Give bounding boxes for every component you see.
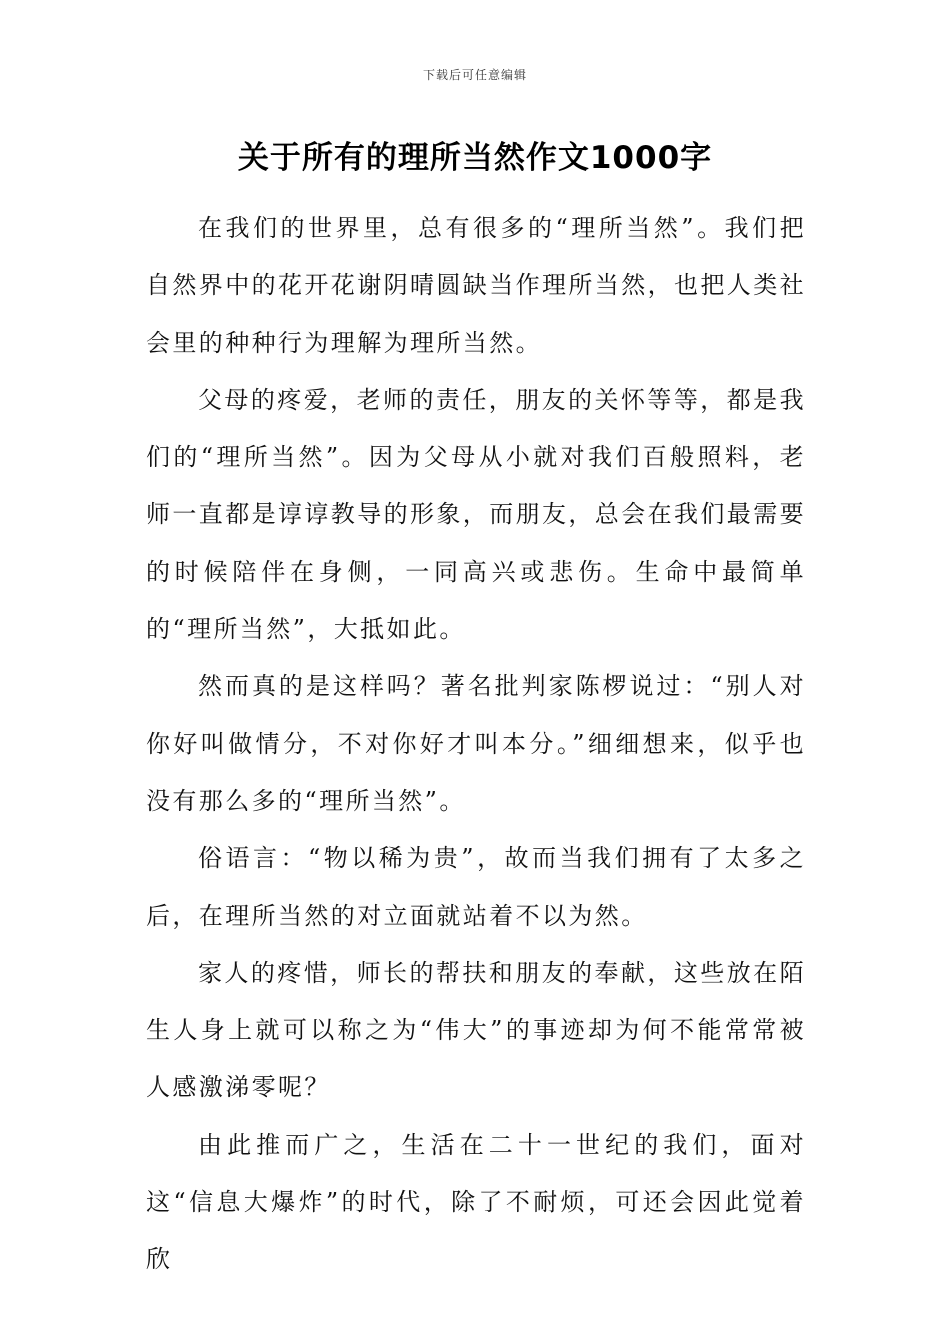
paragraph: 家人的疼惜，师长的帮扶和朋友的奉献，这些放在陌生人身上就可以称之为“伟大”的事迹却为何不能常常被人感激涕零呢？ [146, 958, 806, 1102]
document-body [146, 200, 806, 1289]
paragraph: 父母的疼爱，老师的责任，朋友的关怀等等，都是我们的“理所当然”。因为父母从小就对我们百般照料，老师一直都是谆谆教导的形象，而朋友，总会在我们最需要的时候陪伴在身侧，一同高兴或悲伤。生命中最简单的“理所当然”，大抵如此。 [146, 385, 806, 644]
header-note: 下载后可任意编辑 [422, 68, 527, 82]
paragraph: 在我们的世界里，总有很多的“理所当然”。我们把自然界中的花开花谢阴晴圆缺当作理所当然，也把人类社会里的种种行为理解为理所当然。 [146, 214, 806, 357]
paragraph: 俗语言：“物以稀为贵”，故而当我们拥有了太多之后，在理所当然的对立面就站着不以为然。 [146, 844, 806, 930]
paragraph: 然而真的是这样吗？著名批判家陈椤说过：“别人对你好叫做情分，不对你好才叫本分。”细细想来，似乎也没有那么多的“理所当然”。 [146, 672, 806, 815]
document-title: 关于所有的理所当然作文1000字 [237, 140, 713, 176]
paragraph: 由此推而广之，生活在二十一世纪的我们，面对这“信息大爆炸”的时代，除了不耐烦，可还会因此觉着欣 [146, 1130, 806, 1274]
